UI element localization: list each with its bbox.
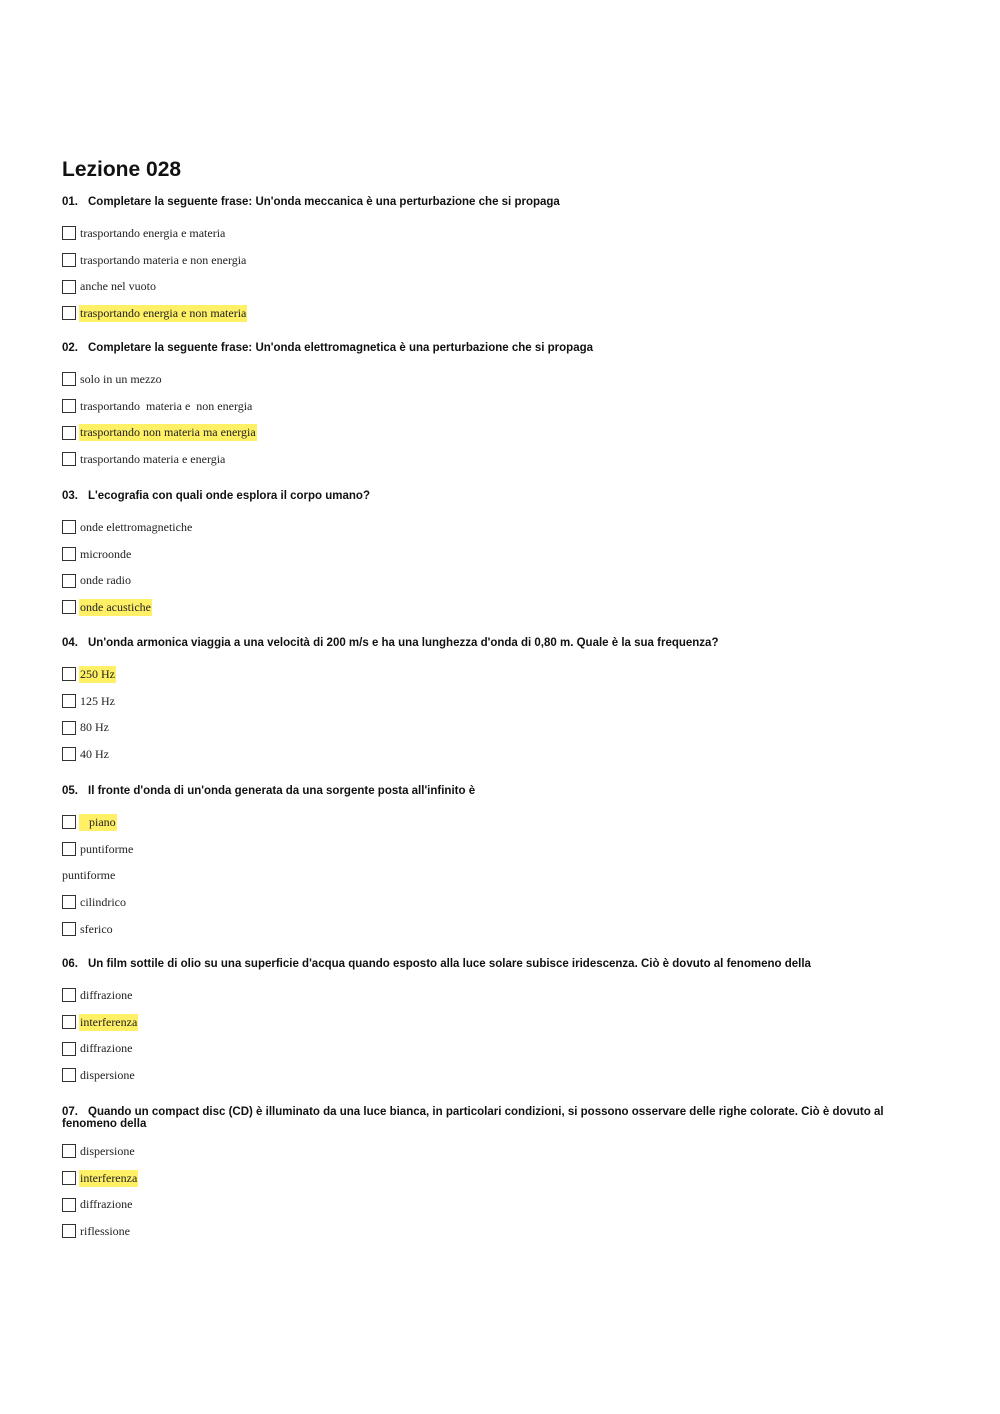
answer-option[interactable] — [62, 541, 932, 568]
question-05 — [62, 785, 932, 942]
checkbox[interactable] — [62, 1198, 76, 1212]
question-number: 04. — [62, 637, 78, 649]
answer-option[interactable] — [62, 247, 932, 274]
checkbox[interactable] — [62, 988, 76, 1002]
option-label: cilindrico — [80, 894, 126, 909]
option-label: trasportando energia e materia — [80, 225, 226, 240]
stray-text-line: puntiforme — [62, 868, 116, 883]
question-text — [62, 490, 932, 514]
option-label: microonde — [80, 546, 132, 561]
checkbox[interactable] — [62, 600, 76, 614]
checkbox[interactable] — [62, 253, 76, 267]
option-label: trasportando materia e non energia — [80, 252, 247, 267]
option-label: sferico — [80, 921, 113, 936]
answer-option[interactable] — [62, 688, 932, 715]
answer-option-correct[interactable] — [62, 661, 932, 688]
checkbox[interactable] — [62, 694, 76, 708]
answer-option[interactable] — [62, 393, 932, 420]
answer-option-correct[interactable] — [62, 419, 932, 446]
checkbox[interactable] — [62, 399, 76, 413]
option-label: 40 Hz — [80, 746, 109, 761]
option-label: 80 Hz — [80, 720, 109, 735]
checkbox[interactable] — [62, 306, 76, 320]
question-number: 02. — [62, 342, 78, 354]
option-label: 125 Hz — [80, 693, 115, 708]
checkbox[interactable] — [62, 574, 76, 588]
checkbox[interactable] — [62, 226, 76, 240]
question-text — [62, 637, 932, 661]
checkbox[interactable] — [62, 1144, 76, 1158]
option-label: trasportando materia e non energia — [80, 398, 253, 413]
option-label: solo in un mezzo — [80, 371, 162, 386]
option-label-highlighted: interferenza — [80, 1014, 138, 1029]
option-label: puntiforme — [80, 841, 134, 856]
answer-option[interactable] — [62, 1035, 932, 1062]
answer-option[interactable] — [62, 446, 932, 473]
answer-option-correct[interactable] — [62, 1165, 932, 1192]
answer-option[interactable] — [62, 567, 932, 594]
question-prompt: Un'onda armonica viaggia a una velocità di 200 m/s e ha una lunghezza d'onda di 0,80 m. Quale è la sua frequenza? — [88, 637, 719, 649]
question-prompt: Completare la seguente frase: Un'onda meccanica è una perturbazione che si propaga — [88, 196, 560, 208]
question-03 — [62, 490, 932, 621]
checkbox[interactable] — [62, 1042, 76, 1056]
answer-option-correct[interactable] — [62, 594, 932, 621]
question-number: 07. — [62, 1106, 78, 1118]
checkbox[interactable] — [62, 1068, 76, 1082]
option-label-highlighted: trasportando energia e non materia — [80, 305, 247, 320]
checkbox[interactable] — [62, 1224, 76, 1238]
question-prompt: Un film sottile di olio su una superficie d'acqua quando esposto alla luce solare subisce iridescenza. Ciò è dovuto al fenomeno della — [88, 958, 811, 970]
answer-option-correct[interactable] — [62, 809, 932, 836]
question-number: 06. — [62, 958, 78, 970]
option-label: anche nel vuoto — [80, 279, 156, 294]
question-text — [62, 196, 932, 220]
answer-option[interactable] — [62, 916, 932, 943]
question-prompt: Quando un compact disc (CD) è illuminato da una luce bianca, in particolari condizioni, si possono osservare delle righe colorate. Ciò è dovuto al fenomeno della — [62, 1106, 884, 1130]
question-number: 01. — [62, 196, 78, 208]
option-label-highlighted: interferenza — [80, 1170, 138, 1185]
answer-option[interactable] — [62, 889, 932, 916]
checkbox[interactable] — [62, 895, 76, 909]
option-label: diffrazione — [80, 1197, 133, 1212]
checkbox[interactable] — [62, 842, 76, 856]
answer-option[interactable] — [62, 836, 932, 863]
question-02 — [62, 342, 932, 473]
answer-option-correct[interactable] — [62, 300, 932, 327]
question-text — [62, 958, 932, 982]
checkbox[interactable] — [62, 922, 76, 936]
answer-option[interactable] — [62, 220, 932, 247]
question-number: 03. — [62, 490, 78, 502]
answer-option[interactable] — [62, 273, 932, 300]
question-text — [62, 785, 932, 809]
option-label-highlighted: 250 Hz — [80, 666, 115, 681]
checkbox[interactable] — [62, 815, 76, 829]
question-prompt: Il fronte d'onda di un'onda generata da una sorgente posta all'infinito è — [88, 785, 476, 797]
answer-option[interactable] — [62, 741, 932, 768]
checkbox[interactable] — [62, 1015, 76, 1029]
option-label-highlighted: onde acustiche — [80, 599, 151, 614]
checkbox[interactable] — [62, 372, 76, 386]
answer-option[interactable] — [62, 1138, 932, 1165]
option-label: dispersione — [80, 1067, 135, 1082]
checkbox[interactable] — [62, 520, 76, 534]
option-label-highlighted: trasportando non materia ma energia — [80, 425, 256, 440]
question-01 — [62, 196, 932, 327]
question-text — [62, 1106, 932, 1138]
checkbox[interactable] — [62, 667, 76, 681]
checkbox[interactable] — [62, 547, 76, 561]
answer-option[interactable] — [62, 1191, 932, 1218]
answer-option[interactable] — [62, 1062, 932, 1089]
answer-option[interactable] — [62, 366, 932, 393]
answer-option-correct[interactable] — [62, 1009, 932, 1036]
option-label-highlighted: piano — [80, 814, 116, 829]
option-label: onde radio — [80, 573, 131, 588]
checkbox[interactable] — [62, 1171, 76, 1185]
option-label: diffrazione — [80, 1041, 133, 1056]
checkbox[interactable] — [62, 747, 76, 761]
page-title: Lezione 028 — [62, 158, 182, 181]
option-label: dispersione — [80, 1143, 135, 1158]
option-label: onde elettromagnetiche — [80, 519, 193, 534]
question-04 — [62, 637, 932, 768]
answer-option[interactable] — [62, 714, 932, 741]
checkbox[interactable] — [62, 452, 76, 466]
question-prompt: Completare la seguente frase: Un'onda elettromagnetica è una perturbazione che si propaga — [88, 342, 594, 354]
question-06 — [62, 958, 932, 1089]
question-07 — [62, 1106, 932, 1245]
checkbox[interactable] — [62, 280, 76, 294]
question-text — [62, 342, 932, 366]
answer-option[interactable] — [62, 982, 932, 1009]
answer-option[interactable] — [62, 514, 932, 541]
option-label: riflessione — [80, 1223, 130, 1238]
checkbox[interactable] — [62, 721, 76, 735]
checkbox[interactable] — [62, 426, 76, 440]
question-number: 05. — [62, 785, 78, 797]
option-label: diffrazione — [80, 987, 133, 1002]
option-label: trasportando materia e energia — [80, 451, 226, 466]
question-prompt: L'ecografia con quali onde esplora il corpo umano? — [88, 490, 370, 502]
answer-option[interactable] — [62, 1218, 932, 1245]
